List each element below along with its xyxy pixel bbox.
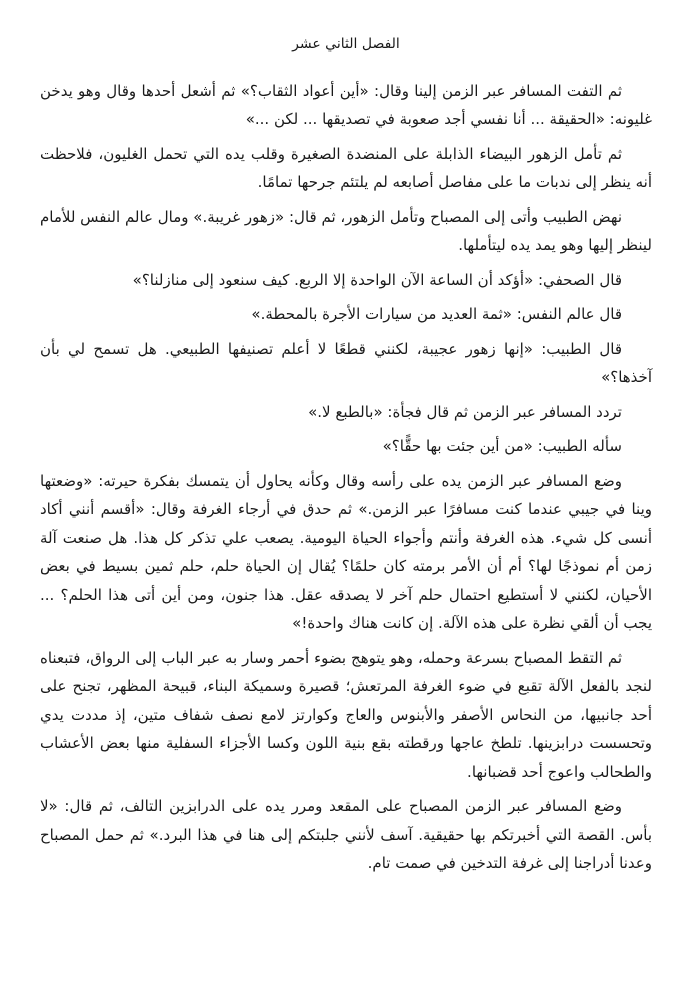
paragraph: وضع المسافر عبر الزمن المصباح على المقعد ومرر يده على الدرابزين التالف، ثم قال: «لا بأس. القصة التي أخبرتكم بها حقيقية. آسف لأنني جلبتكم إلى هنا في هذا البرد.» ثم حمل المصباح وعدنا أدراجنا إلى غرفة التدخين في صمت تام. (40, 797, 652, 873)
book-page (40, 0, 652, 884)
paragraph: نهض الطبيب وأتى إلى المصباح وتأمل الزهور، ثم قال: «زهور غريبة.» ومال عالم النفس للأمام لينظر إليها وهو يمد يده ليتأملها. (40, 207, 652, 255)
paragraph: تردد المسافر عبر الزمن ثم قال فجأة: «بالطبع لا.» (308, 402, 622, 421)
paragraph: ثم تأمل الزهور البيضاء الذابلة على المنضدة الصغيرة وقلب يده التي تحمل الغليون، فلاحظت أنه ينظر إلى ندبات ما على مفاصل أصابعه لم يلتئم جرحها تمامًا. (40, 144, 652, 192)
paragraph: ثم التقط المصباح بسرعة وحمله، وهو يتوهج بضوء أحمر وسار به عبر الباب إلى الرواق، فتبعناه لنجد بالفعل الآلة تقبع في ضوء الغرفة المرتعش؛ قصيرة وسميكة البناء، قبيحة المظهر، تجنح على أحد جانبيها، من النحاس الأصفر والأبنوس والعاج وكوارتز لامع نصف شفاف متين، إذ مددت يدي وتحسست درابزينها. تلطخ عاجها ورقطته بقع بنية اللون وكسا الأجزاء السفلية منها بعض الأعشاب والطحالب واعوج أحد قضبانها. (40, 648, 652, 781)
paragraph: سأله الطبيب: «من أين جئت بها حقًّا؟» (382, 437, 622, 456)
paragraph: وضع المسافر عبر الزمن يده على رأسه وقال وكأنه يحاول أن يتمسك بفكرة حيرته: «وضعتها وينا في جيبي عندما كنت مسافرًا عبر الزمن.» ثم حدق في أرجاء الغرفة وقال: «أقسم أنني أكاد أنسى كل شيء. هذه الغرفة وأنتم وأجواء الحياة اليومية. يصعب علي تذكر كل هذا. هل صنعت آلة زمن أم نموذجًا لها؟ أم أن الأمر برمته كان حلمًا؟ يُقال إن الحياة حلم، حلم ثمين بسيط في بعض الأحيان، لكنني لا أستطيع احتمال حلم آخر لا يصدقه عقل. هذا جنون، ومن أين أتى هذا الحلم؟ ... يجب أن ألقي نظرة على هذه الآلة. إن كانت هناك واحدة!» (40, 471, 652, 633)
paragraph: قال الصحفي: «أؤكد أن الساعة الآن الواحدة إلا الربع. كيف سنعود إلى منازلنا؟» (132, 270, 622, 289)
chapter-body (40, 77, 652, 878)
paragraph: قال الطبيب: «إنها زهور عجيبة، لكنني قطعًا لا أعلم تصنيفها الطبيعي. هل تسمح لي بأن آخذها؟» (40, 339, 652, 387)
paragraph: قال عالم النفس: «ثمة العديد من سيارات الأجرة بالمحطة.» (251, 305, 622, 324)
chapter-title: الفصل الثاني عشر (292, 36, 400, 52)
paragraph: ثم التفت المسافر عبر الزمن إلينا وقال: «أين أعواد الثقاب؟» ثم أشعل أحدها وقال وهو يدخن غليونه: «الحقيقة ... أنا نفسي أجد صعوبة في تصديقها ... لكن ...» (40, 81, 652, 129)
